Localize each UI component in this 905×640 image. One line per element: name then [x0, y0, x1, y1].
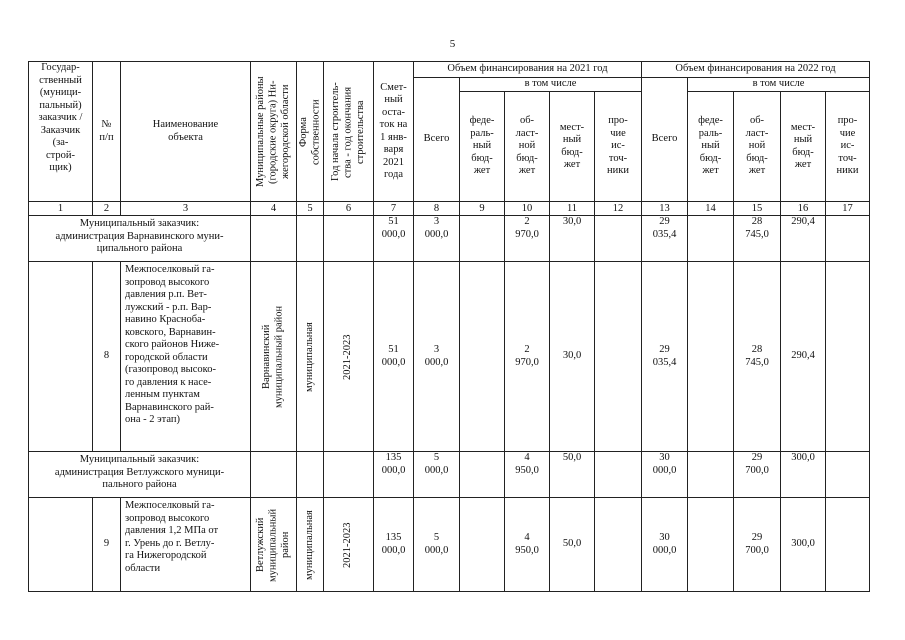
table-cell	[324, 452, 374, 498]
header-other-2021: про- чие ис- точ- ники	[595, 92, 642, 202]
table-cell	[324, 216, 374, 262]
ownership-cell: муниципальная	[297, 262, 324, 452]
total-2021-cell: 5 000,0	[414, 498, 460, 592]
page-number: 5	[449, 38, 456, 50]
regional-2022-cell: 28 745,0	[734, 216, 781, 262]
col-number: 16	[781, 202, 826, 216]
header-district: Муниципальные районы (городские округа) Ни- жегородской области	[251, 62, 297, 202]
table-cell	[460, 452, 505, 498]
header-total-2022: Всего	[642, 78, 688, 202]
col-number: 7	[374, 202, 414, 216]
row-number: 9	[93, 498, 121, 592]
table-cell	[251, 452, 297, 498]
ownership-cell: муниципальная	[297, 498, 324, 592]
col-number: 17	[826, 202, 870, 216]
header-customer: Государ- ственный (муници- пальный) заказчик / Заказчик (за- строй- щик)	[29, 62, 93, 202]
table-cell	[595, 216, 642, 262]
table-cell	[826, 498, 870, 592]
header-ownership: Форма собственности	[297, 62, 324, 202]
regional-2022-cell: 29 700,0	[734, 498, 781, 592]
table-cell	[460, 498, 505, 592]
table-cell	[460, 216, 505, 262]
table-cell	[826, 262, 870, 452]
regional-2022-cell: 29 700,0	[734, 452, 781, 498]
estimate-cell: 135 000,0	[374, 452, 414, 498]
col-number: 2	[93, 202, 121, 216]
years-cell: 2021-2023	[324, 498, 374, 592]
col-number: 12	[595, 202, 642, 216]
col-number: 3	[121, 202, 251, 216]
local-2021-cell: 30,0	[550, 216, 595, 262]
object-name: Межпоселковый га- зопровод высокого давления р.п. Вет- лужский - р.п. Вар- навино Краснобa- ковского, Варнавин- ского районов Ниже- городской области (газопровод высоко- го давления к насе- ленным пунктам Варнавинского рай- она - 2 этап)	[121, 262, 251, 452]
regional-2022-cell: 28 745,0	[734, 262, 781, 452]
total-2021-cell: 3 000,0	[414, 262, 460, 452]
total-2022-cell: 29 035,4	[642, 216, 688, 262]
local-2022-cell: 300,0	[781, 452, 826, 498]
header-regional-2021: об- ласт- ной бюд- жет	[505, 92, 550, 202]
header-total-2021: Всего	[414, 78, 460, 202]
header-fin-2022: Объем финансирования на 2022 год	[642, 62, 870, 78]
header-fin-2021: Объем финансирования на 2021 год	[414, 62, 642, 78]
regional-2021-cell: 2 970,0	[505, 262, 550, 452]
table-cell	[688, 216, 734, 262]
col-number: 1	[29, 202, 93, 216]
header-other-2022: про- чие ис- точ- ники	[826, 92, 870, 202]
col-number: 9	[460, 202, 505, 216]
table-cell	[595, 262, 642, 452]
local-2021-cell: 30,0	[550, 262, 595, 452]
col-number: 5	[297, 202, 324, 216]
col-number: 14	[688, 202, 734, 216]
table-cell	[595, 452, 642, 498]
col-number: 8	[414, 202, 460, 216]
table-cell	[29, 498, 93, 592]
local-2021-cell: 50,0	[550, 498, 595, 592]
header-including-2021: в том числе	[460, 78, 642, 92]
local-2021-cell: 50,0	[550, 452, 595, 498]
col-number: 13	[642, 202, 688, 216]
table-cell	[688, 498, 734, 592]
years-cell: 2021-2023	[324, 262, 374, 452]
row-number: 8	[93, 262, 121, 452]
table-cell	[595, 498, 642, 592]
table-cell	[29, 262, 93, 452]
object-name: Межпоселковый га- зопровод высокого давления 1,2 МПа от г. Урень до г. Ветлу- га Нижегородской области	[121, 498, 251, 592]
table-cell	[251, 216, 297, 262]
financing-table	[28, 61, 870, 592]
header-num: № п/п	[93, 62, 121, 202]
estimate-cell: 135 000,0	[374, 498, 414, 592]
col-number: 10	[505, 202, 550, 216]
local-2022-cell: 290,4	[781, 262, 826, 452]
local-2022-cell: 300,0	[781, 498, 826, 592]
estimate-cell: 51 000,0	[374, 262, 414, 452]
total-2021-cell: 5 000,0	[414, 452, 460, 498]
regional-2021-cell: 4 950,0	[505, 452, 550, 498]
header-estimate: Смет- ный оста- ток на 1 янв- варя 2021 года	[374, 62, 414, 202]
table-cell	[826, 216, 870, 262]
local-2022-cell: 290,4	[781, 216, 826, 262]
customer-row: Муниципальный заказчик: администрация Варнавинского муни- ципального района	[29, 216, 251, 262]
header-name: Наименование объекта	[121, 62, 251, 202]
table-cell	[297, 216, 324, 262]
total-2022-cell: 30 000,0	[642, 498, 688, 592]
header-local-2021: мест- ный бюд- жет	[550, 92, 595, 202]
header-local-2022: мест- ный бюд- жет	[781, 92, 826, 202]
total-2021-cell: 3 000,0	[414, 216, 460, 262]
district-cell: Варнавинский муниципальный район	[251, 262, 297, 452]
customer-row: Муниципальный заказчик: администрация Ветлужского муници- пального района	[29, 452, 251, 498]
table-cell	[460, 262, 505, 452]
col-number: 11	[550, 202, 595, 216]
header-federal-2021: феде- раль- ный бюд- жет	[460, 92, 505, 202]
header-federal-2022: феде- раль- ный бюд- жет	[688, 92, 734, 202]
regional-2021-cell: 2 970,0	[505, 216, 550, 262]
table-cell	[688, 452, 734, 498]
table-cell	[688, 262, 734, 452]
header-regional-2022: об- ласт- ной бюд- жет	[734, 92, 781, 202]
header-years: Год начала строитель- ства - год окончания строительства	[324, 62, 374, 202]
col-number: 15	[734, 202, 781, 216]
col-number: 4	[251, 202, 297, 216]
header-including-2022: в том числе	[688, 78, 870, 92]
table-cell	[297, 452, 324, 498]
district-cell: Ветлужский муниципальный район	[251, 498, 297, 592]
col-number: 6	[324, 202, 374, 216]
table-cell	[826, 452, 870, 498]
total-2022-cell: 29 035,4	[642, 262, 688, 452]
total-2022-cell: 30 000,0	[642, 452, 688, 498]
regional-2021-cell: 4 950,0	[505, 498, 550, 592]
estimate-cell: 51 000,0	[374, 216, 414, 262]
